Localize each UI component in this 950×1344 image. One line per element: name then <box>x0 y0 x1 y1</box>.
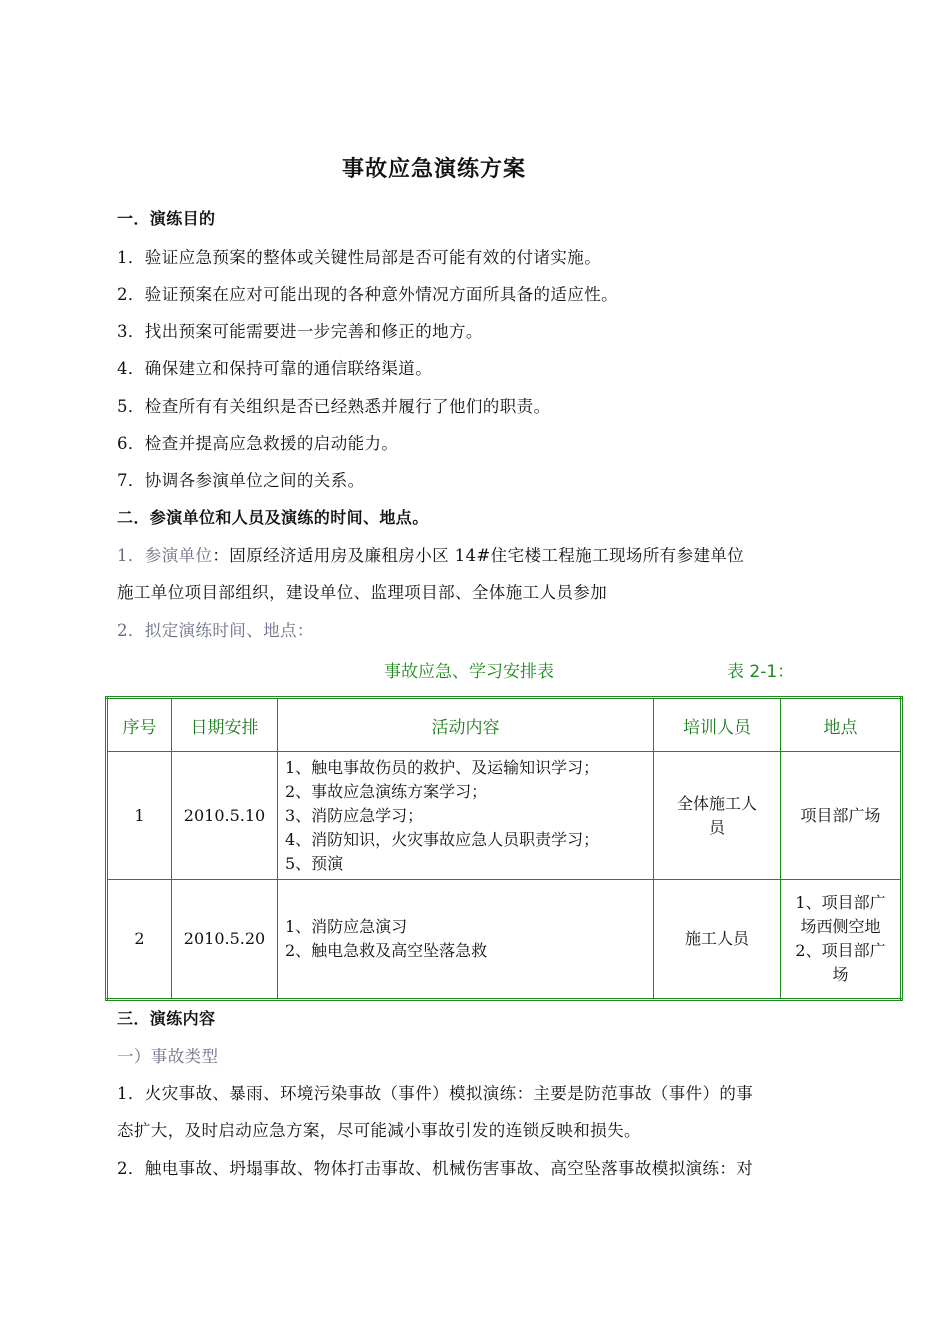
subsection-accident-types: 一）事故类型 <box>117 1047 219 1066</box>
trainees-line: 员 <box>708 817 725 837</box>
cell-date: 2010.5.10 <box>172 752 278 880</box>
cell-date: 2010.5.20 <box>172 880 278 1000</box>
table-caption-title: 事故应急、学习安排表 <box>384 662 554 682</box>
participants-paragraph <box>117 542 744 566</box>
location-line: 1、项目部广 <box>795 893 886 912</box>
page-title: 事故应急演练方案 <box>341 157 526 182</box>
cell-content <box>278 752 654 880</box>
participants-paragraph-cont: 施工单位项目部组织，建设单位、监理项目部、全体施工人员参加 <box>117 583 608 602</box>
participants-label: 1．参演单位 <box>117 546 213 565</box>
cell-no: 2 <box>107 880 172 1000</box>
content-line: 4、消防知识，火灾事故应急人员职责学习； <box>285 829 600 849</box>
header-location: 地点 <box>781 698 902 752</box>
location-line: 场 <box>832 965 849 984</box>
section-heading-content: 三．演练内容 <box>117 1009 216 1028</box>
cell-trainees <box>654 752 781 880</box>
purpose-item-3: 3．找出预案可能需要进一步完善和修正的地方。 <box>117 322 483 341</box>
location-line: 场西侧空地 <box>800 917 881 936</box>
content-line: 2、事故应急演练方案学习； <box>285 781 488 801</box>
location-line: 2、项目部广 <box>795 941 886 960</box>
cell-no: 1 <box>107 752 172 880</box>
content-paragraph-2: 2．触电事故、坍塌事故、物体打击事故、机械伤害事故、高空坠落事故模拟演练：对 <box>117 1159 754 1178</box>
content-paragraph-1: 1．火灾事故、暴雨、环境污染事故（事件）模拟演练：主要是防范事故（事件）的事 <box>117 1084 754 1103</box>
trainees-line: 全体施工人 <box>676 793 757 813</box>
purpose-item-5: 5．检查所有有关组织是否已经熟悉并履行了他们的职责。 <box>117 397 551 416</box>
cell-location <box>781 752 902 880</box>
table-caption-number: 表 2-1： <box>727 662 795 682</box>
header-content: 活动内容 <box>278 698 654 752</box>
trainees-line: 施工人员 <box>684 929 749 948</box>
cell-location <box>781 880 902 1000</box>
schedule-intro: 2．拟定演练时间、地点： <box>117 621 314 640</box>
purpose-item-1: 1．验证应急预案的整体或关键性局部是否可能有效的付诸实施。 <box>117 248 602 267</box>
location-line: 项目部广场 <box>800 805 881 825</box>
content-paragraph-1-cont: 态扩大，及时启动应急方案，尽可能减小事故引发的连锁反映和损失。 <box>117 1121 641 1140</box>
header-no: 序号 <box>107 698 172 752</box>
header-trainees: 培训人员 <box>654 698 781 752</box>
purpose-item-6: 6．检查并提高应急救援的启动能力。 <box>117 434 399 453</box>
content-line: 5、预演 <box>285 853 344 873</box>
table-caption <box>0 657 950 683</box>
table-row <box>107 880 902 1000</box>
purpose-item-4: 4．确保建立和保持可靠的通信联络渠道。 <box>117 359 433 378</box>
header-date: 日期安排 <box>172 698 278 752</box>
cell-content <box>278 880 654 1000</box>
participants-text: ：固原经济适用房及廉租房小区 14#住宅楼工程施工现场所有参建单位 <box>212 546 745 565</box>
content-line: 3、消防应急学习； <box>285 805 424 825</box>
section-heading-participants: 二．参演单位和人员及演练的时间、地点。 <box>117 508 429 527</box>
cell-trainees <box>654 880 781 1000</box>
table-row <box>107 752 902 880</box>
purpose-item-2: 2．验证预案在应对可能出现的各种意外情况方面所具备的适应性。 <box>117 285 618 304</box>
schedule-table <box>105 696 903 1001</box>
content-line: 2、触电急救及高空坠落急救 <box>285 941 488 960</box>
content-line: 1、触电事故伤员的救护、及运输知识学习； <box>285 757 600 777</box>
table-header-row <box>107 698 902 752</box>
content-line: 1、消防应急演习 <box>285 917 408 936</box>
purpose-item-7: 7．协调各参演单位之间的关系。 <box>117 471 365 490</box>
section-heading-purpose: 一．演练目的 <box>117 209 216 228</box>
